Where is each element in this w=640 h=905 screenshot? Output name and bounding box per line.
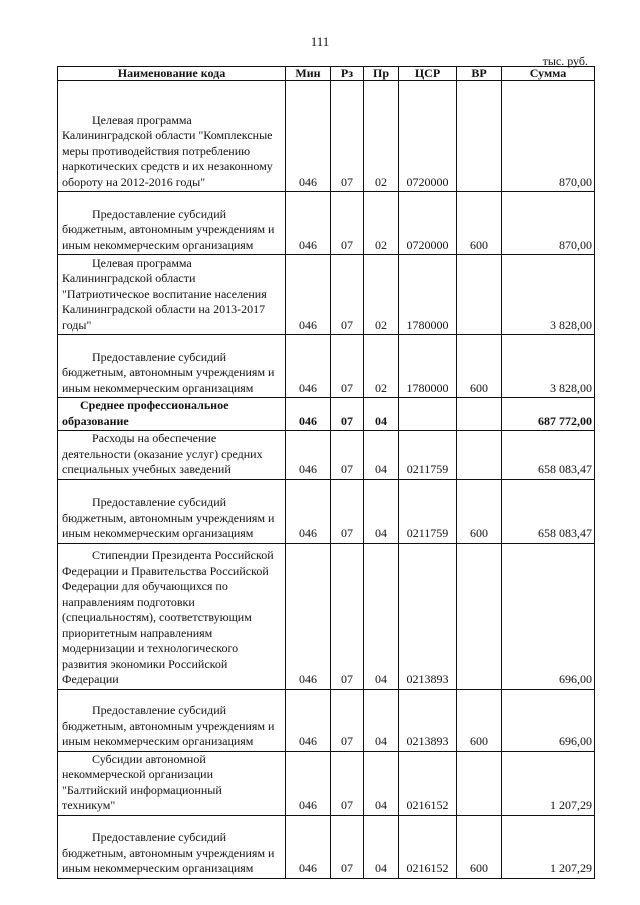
- row-sum: 3 828,00: [502, 335, 595, 398]
- row-rz: 07: [331, 398, 364, 431]
- row-sum: 870,00: [502, 81, 595, 192]
- page-number: 111: [310, 34, 330, 49]
- row-name-line: иным некоммерческим организациям: [62, 734, 254, 748]
- row-name-line: Среднее профессиональное: [80, 398, 229, 412]
- table-row: [58, 751, 595, 815]
- table-row: [58, 81, 595, 192]
- row-name-line: Калининградской области на 2013-2017: [62, 302, 266, 316]
- row-csr: 1780000: [399, 255, 457, 335]
- row-name-line: Федерации для обучающихся по: [62, 579, 228, 593]
- row-name-line: Предоставление субсидий: [92, 206, 227, 221]
- row-name-line: иным некоммерческим организациям: [62, 526, 254, 540]
- table-row: [58, 192, 595, 255]
- row-rz: 07: [331, 431, 364, 480]
- row-vr: [457, 81, 502, 192]
- row-sum: 687 772,00: [502, 398, 595, 431]
- row-name-line: иным некоммерческим организациям: [62, 237, 254, 252]
- row-rz: 07: [331, 689, 364, 751]
- row-vr: 600: [457, 815, 502, 878]
- table-row: [58, 815, 595, 878]
- row-name: [58, 815, 286, 878]
- row-sum: 3 828,00: [502, 255, 595, 335]
- row-name-line: Федерации и Правительства Российской: [62, 563, 269, 578]
- row-pr: 02: [364, 255, 399, 335]
- row-vr: [457, 751, 502, 815]
- row-name-line: бюджетным, автономным учреждениям и: [62, 365, 275, 379]
- row-pr: 04: [364, 815, 399, 878]
- row-sum: 696,00: [502, 689, 595, 751]
- row-name-line: Субсидии автономной: [92, 751, 206, 766]
- row-csr: 0720000: [399, 192, 457, 255]
- row-name-line: направлениям подготовки: [62, 594, 195, 609]
- row-min: 046: [286, 479, 331, 543]
- row-min: 046: [286, 751, 331, 815]
- row-min: 046: [286, 431, 331, 480]
- row-pr: 02: [364, 335, 399, 398]
- row-name-line: техникум": [62, 798, 116, 812]
- row-name-line: Федерации: [62, 672, 119, 686]
- row-name: [58, 431, 286, 480]
- row-name-line: обороту на 2012-2016 годы": [62, 174, 206, 189]
- row-name-line: Расходы на обеспечение: [92, 431, 217, 445]
- row-name: [58, 81, 286, 192]
- row-vr: 600: [457, 192, 502, 255]
- row-name-line: Предоставление субсидий: [92, 830, 227, 844]
- row-name-line: приоритетным направлениям: [62, 625, 213, 640]
- header-pr: Пр: [364, 67, 399, 81]
- row-vr: [457, 431, 502, 480]
- table-row: [58, 255, 595, 335]
- row-csr: [399, 398, 457, 431]
- row-name-line: Целевая программа: [92, 112, 192, 127]
- row-min: 046: [286, 543, 331, 689]
- row-name-line: меры противодействия потреблению: [62, 143, 251, 158]
- table-row: [58, 335, 595, 398]
- row-min: 046: [286, 81, 331, 192]
- row-csr: 1780000: [399, 335, 457, 398]
- row-name-line: (специальностям), соответствующим: [62, 610, 252, 624]
- table-row: [58, 431, 595, 480]
- row-pr: 04: [364, 431, 399, 480]
- row-csr: 0211759: [399, 431, 457, 480]
- table-body: [58, 81, 595, 879]
- row-sum: 1 207,29: [502, 815, 595, 878]
- row-name-line: деятельности (оказание услуг) средних: [62, 446, 263, 461]
- row-min: 046: [286, 815, 331, 878]
- row-pr: 04: [364, 543, 399, 689]
- row-pr: 02: [364, 192, 399, 255]
- row-sum: 658 083,47: [502, 431, 595, 480]
- row-rz: 07: [331, 335, 364, 398]
- row-vr: [457, 543, 502, 689]
- row-pr: 04: [364, 689, 399, 751]
- header-sum: Сумма: [502, 67, 595, 81]
- row-rz: 07: [331, 81, 364, 192]
- table-row: [58, 689, 595, 751]
- header-name: Наименование кода: [58, 67, 286, 81]
- row-name-line: иным некоммерческим организациям: [62, 380, 254, 395]
- row-vr: 600: [457, 479, 502, 543]
- row-sum: 696,00: [502, 543, 595, 689]
- row-min: 046: [286, 689, 331, 751]
- row-name: [58, 192, 286, 255]
- row-pr: 04: [364, 398, 399, 431]
- table-header-row: [58, 67, 595, 81]
- row-name-line: бюджетным, автономным учреждениям и: [62, 845, 275, 860]
- row-vr: 600: [457, 689, 502, 751]
- row-name: [58, 335, 286, 398]
- row-vr: [457, 255, 502, 335]
- row-rz: 07: [331, 815, 364, 878]
- row-name-line: "Патриотическое воспитание населения: [62, 286, 267, 301]
- row-pr: 02: [364, 81, 399, 192]
- row-name-line: Стипендии Президента Российской: [92, 548, 274, 562]
- row-sum: 1 207,29: [502, 751, 595, 815]
- row-min: 046: [286, 398, 331, 431]
- table-row: [58, 398, 595, 431]
- header-vr: ВР: [457, 67, 502, 81]
- row-vr: 600: [457, 335, 502, 398]
- row-name-line: иным некоммерческим организациям: [62, 861, 254, 875]
- row-name: [58, 689, 286, 751]
- row-rz: 07: [331, 192, 364, 255]
- row-vr: [457, 398, 502, 431]
- row-min: 046: [286, 335, 331, 398]
- row-name-line: модернизации и технологического: [62, 641, 239, 655]
- row-name: [58, 751, 286, 815]
- row-name-line: бюджетным, автономным учреждениям и: [62, 510, 275, 525]
- row-name-line: образование: [62, 413, 129, 428]
- row-csr: 0216152: [399, 815, 457, 878]
- row-pr: 04: [364, 751, 399, 815]
- row-pr: 04: [364, 479, 399, 543]
- row-csr: 0720000: [399, 81, 457, 192]
- row-csr: 0216152: [399, 751, 457, 815]
- row-name-line: "Балтийский информационный: [62, 782, 222, 797]
- row-name-line: бюджетным, автономным учреждениям и: [62, 222, 275, 236]
- row-sum: 870,00: [502, 192, 595, 255]
- row-name: [58, 255, 286, 335]
- row-name-line: Калининградской области "Комплексные: [62, 128, 273, 142]
- row-csr: 0213893: [399, 543, 457, 689]
- header-csr: ЦСР: [399, 67, 457, 81]
- row-name: [58, 479, 286, 543]
- header-rz: Рз: [331, 67, 364, 81]
- row-name-line: Калининградской области: [62, 271, 196, 285]
- units-label: тыс. руб.: [542, 54, 588, 68]
- row-name-line: Целевая программа: [92, 255, 192, 270]
- row-min: 046: [286, 192, 331, 255]
- table-row: [58, 479, 595, 543]
- budget-table: [57, 66, 595, 879]
- row-name-line: некоммерческой организации: [62, 767, 214, 781]
- table-row: [58, 543, 595, 689]
- row-min: 046: [286, 255, 331, 335]
- row-name-line: бюджетным, автономным учреждениям и: [62, 718, 275, 733]
- row-name-line: Предоставление субсидий: [92, 703, 227, 717]
- row-name: [58, 398, 286, 431]
- row-name-line: наркотических средств и их незаконному: [62, 159, 273, 173]
- row-name-line: специальных учебных заведений: [62, 462, 231, 476]
- row-csr: 0213893: [399, 689, 457, 751]
- row-csr: 0211759: [399, 479, 457, 543]
- row-rz: 07: [331, 479, 364, 543]
- header-min: Мин: [286, 67, 331, 81]
- row-rz: 07: [331, 543, 364, 689]
- row-name-line: Предоставление субсидий: [92, 349, 227, 364]
- row-name-line: развития экономики Российской: [62, 656, 228, 671]
- row-name: [58, 543, 286, 689]
- row-name-line: годы": [62, 317, 92, 332]
- row-rz: 07: [331, 751, 364, 815]
- row-sum: 658 083,47: [502, 479, 595, 543]
- row-rz: 07: [331, 255, 364, 335]
- row-name-line: Предоставление субсидий: [92, 495, 227, 509]
